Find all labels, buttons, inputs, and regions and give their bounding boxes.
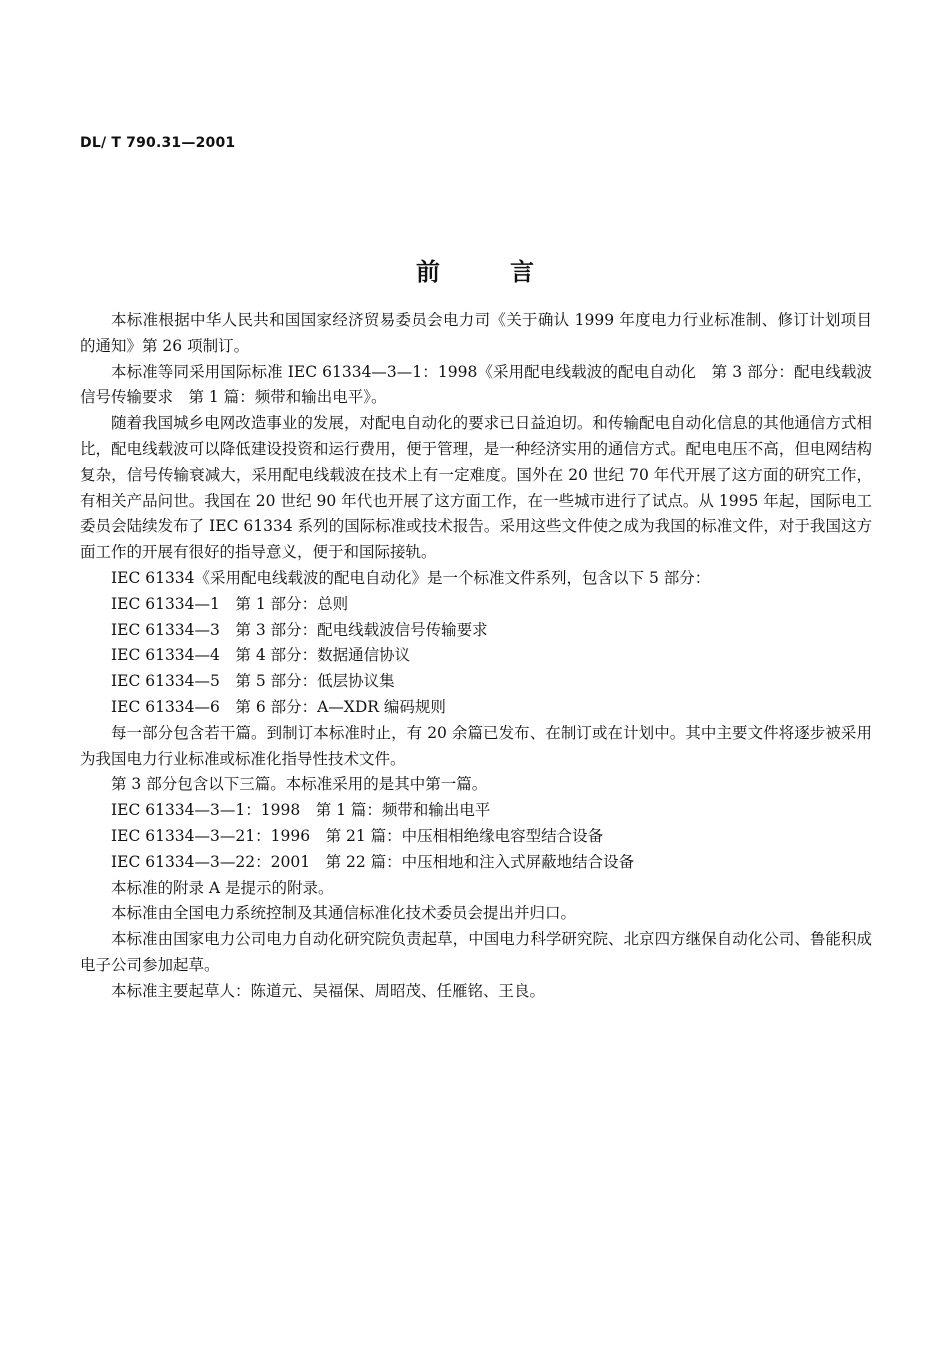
paragraph: 随着我国城乡电网改造事业的发展，对配电自动化的要求已日益迫切。和传输配电自动化信息的其他通信方式相比，配电线载波可以降低建设投资和运行费用，便于管理，是一种经济实用的通信方式。配电电压不高，但电网结构复杂，信号传输衰减大，采用配电线载波在技术上有一定难度。国外在 20 世纪 70 年代开展了这方面的研究工作，有相关产品问世。我国在 20 世纪 90 年代也开展了这方面工作，在一些城市进行了试点。从 1995 年起，国际电工委员会陆续发布了 IEC 61334 系列的国际标准或技术报告。采用这些文件使之成为我国的标准文件，对于我国这方面工作的开展有很好的指导意义，便于和国际接轨。: [80, 414, 872, 562]
list-item: IEC 61334—6 第 6 部分：A—XDR 编码规则: [111, 697, 446, 716]
document-code-header: DL/ T 790.31—2001: [80, 135, 236, 151]
paragraph: 本标准主要起草人：陈道元、吴福保、周昭茂、任雁铭、王良。: [111, 981, 546, 1000]
paragraph: IEC 61334《采用配电线载波的配电自动化》是一个标准文件系列，包含以下 5 部分：: [111, 568, 711, 587]
list-item: IEC 61334—1 第 1 部分：总则: [111, 594, 349, 613]
list-item: IEC 61334—3—21：1996 第 21 篇：中压相相绝缘电容型结合设备: [111, 826, 604, 845]
paragraph: 本标准的附录 A 是提示的附录。: [111, 878, 334, 897]
paragraph: 本标准由国家电力公司电力自动化研究院负责起草，中国电力科学研究院、北京四方继保自动化公司、鲁能积成电子公司参加起草。: [80, 930, 872, 974]
paragraph: 每一部分包含若干篇。到制订本标准时止，有 20 余篇已发布、在制订或在计划中。其中主要文件将逐步被采用为我国电力行业标准或标准化指导性技术文件。: [80, 723, 872, 768]
list-item: IEC 61334—3—22：2001 第 22 篇：中压相地和注入式屏蔽地结合设备: [111, 852, 635, 871]
list-item: IEC 61334—3—1：1998 第 1 篇：频带和输出电平: [111, 801, 491, 820]
document-body: [80, 308, 872, 1005]
list-item: IEC 61334—3 第 3 部分：配电线载波信号传输要求: [111, 620, 488, 639]
list-item: IEC 61334—4 第 4 部分：数据通信协议: [111, 646, 411, 665]
paragraph: 本标准等同采用国际标准 IEC 61334—3—1：1998《采用配电线载波的配电自动化 第 3 部分：配电线载波信号传输要求 第 1 篇：频带和输出电平》。: [80, 362, 872, 407]
paragraph: 本标准由全国电力系统控制及其通信标准化技术委员会提出并归口。: [111, 904, 577, 923]
paragraph: 第 3 部分包含以下三篇。本标准采用的是其中第一篇。: [111, 775, 488, 794]
paragraph: 本标准根据中华人民共和国国家经济贸易委员会电力司《关于确认 1999 年度电力行业标准制、修订计划项目的通知》第 26 项制订。: [80, 311, 872, 355]
page-title: 前言: [416, 258, 604, 286]
list-item: IEC 61334—5 第 5 部分：低层协议集: [111, 672, 395, 691]
